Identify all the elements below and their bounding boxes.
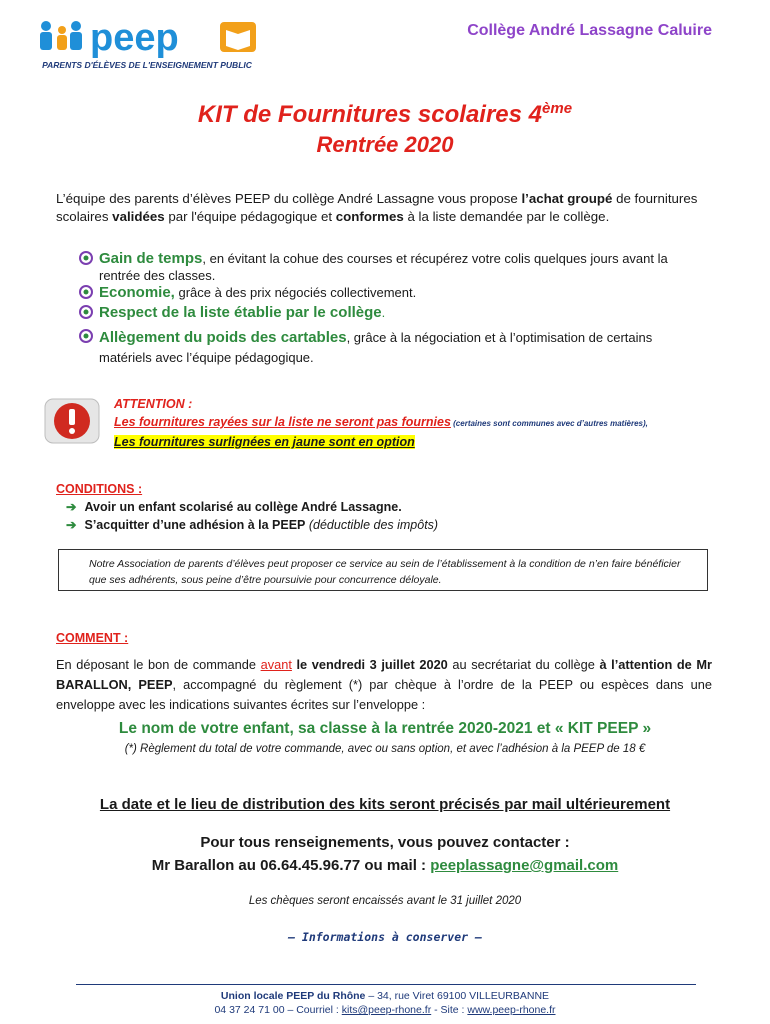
conditions-title: CONDITIONS : [56,482,143,496]
attention-optional-note: Les fournitures surlignées en jaune sont en option [114,435,415,449]
condition-item: ➔ Avoir un enfant scolarisé au collège André Lassagne. [66,500,402,514]
payment-note: (*) Règlement du total de votre commande, avec ou sans option, et avec l’adhésion à la PEEP de 18 € [124,743,646,755]
contact-details: Mr Barallon au 06.64.45.96.77 ou mail : peeplassagne@gmail.com [151,857,619,874]
contact-email-link[interactable]: peeplassagne@gmail.com [430,857,619,874]
benefit-item: Gain de temps, en évitant la cohue des courses et récupérez votre colis quelques jours avant la rentrée des classes. [78,250,698,284]
school-name: Collège André Lassagne Caluire [467,22,712,39]
logo-tagline: PARENTS D'ÉLÈVES DE L'ENSEIGNEMENT PUBLIC [42,60,252,70]
attention-block [114,395,648,451]
footer-email-link[interactable]: kits@peep-rhone.fr [341,1004,432,1016]
cheques-note: Les chèques seront encaissés avant le 31 juillet 2020 [248,895,522,907]
page-subtitle: Rentrée 2020 [316,132,454,157]
at-sign-bullet-icon [78,329,94,343]
warning-icon [44,398,100,444]
benefit-item: Economie, grâce à des prix négociés collectivement. [78,284,698,301]
comment-paragraph: En déposant le bon de commande avant le vendredi 3 juillet 2020 au secrétariat du collège à l’attention de Mr BARALLON, PEEP, accompagné du règlement (*) par chèque à l’ordre de la PEEP ou espèces dans une enveloppe avec les indications suivantes écrites sur l’enveloppe : [56,657,712,712]
envelope-instructions: Le nom de votre enfant, sa classe à la rentrée 2020-2021 et « KIT PEEP » [118,720,652,737]
comment-title: COMMENT : [56,631,129,645]
footer-address: Union locale PEEP du Rhône – 34, rue Viret 69100 VILLEURBANNE [220,990,550,1002]
logo-word: peep [90,17,179,59]
attention-label: ATTENTION : [114,397,193,411]
notice-box: Notre Association de parents d’élèves peut proposer ce service au sein de l’établissement à la condition de n’en faire bénéficier que ses adhérents, sous peine d’être poursuivie pour concurrence déloyale. [58,549,708,591]
benefit-item: Respect de la liste établie par le collège. [78,304,698,321]
distribution-note: La date et le lieu de distribution des kits seront précisés par mail ultérieurement [99,796,671,813]
intro-paragraph: L’équipe des parents d’élèves PEEP du collège André Lassagne vous propose l’achat groupé de fournitures scolaires validées par l'équipe pédagogique et conformes à la liste demandée par le collège. [56,191,698,224]
footer-divider [76,984,696,985]
footer-site-link[interactable]: www.peep-rhone.fr [467,1004,556,1016]
arrow-right-icon: ➔ [66,500,77,514]
contact-intro: Pour tous renseignements, vous pouvez contacter : [200,834,570,851]
condition-item: ➔ S’acquitter d’une adhésion à la PEEP (déductible des impôts) [66,518,439,532]
attention-striked-note: Les fournitures rayées sur la liste ne seront pas fournies (certaines sont communes avec d’autres matières), [114,415,648,429]
benefit-item: Allègement du poids des cartables, grâce à la négociation et à l’optimisation de certains matériels avec l’équipe pédagogique. [78,328,698,368]
at-sign-bullet-icon [78,305,94,319]
at-sign-bullet-icon [78,251,94,265]
at-sign-bullet-icon [78,285,94,299]
arrow-right-icon: ➔ [66,518,77,532]
keep-info-note: – Informations à conserver – [288,930,482,944]
footer-contact: 04 37 24 71 00 – Courriel : kits@peep-rhone.fr - Site : www.peep-rhone.fr [214,1004,556,1016]
peep-logo [34,14,260,72]
page-title: KIT de Fournitures scolaires 4ème [197,100,573,128]
